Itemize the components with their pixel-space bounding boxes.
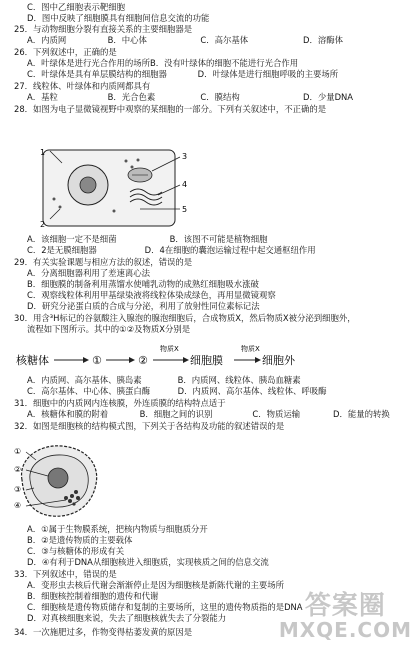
q28-cell-diagram xyxy=(40,147,190,229)
q29-option-b: B．细胞膜的制备利用蒸馏水使哺乳动物的成熟红细胞吸水涨破 xyxy=(27,279,259,289)
q25-option-a: A．内质网 xyxy=(27,35,67,45)
q28-option-c: C．2是无膜细胞器 xyxy=(27,245,97,255)
watermark xyxy=(279,585,412,642)
q31-options xyxy=(27,409,414,419)
q26-option-c: C．叶绿体是具有单层膜结构的细胞器 xyxy=(27,69,167,79)
q26-option-d: D．叶绿体是进行细胞呼吸的主要场所 xyxy=(197,69,339,79)
q28-stem: 28．如图为电子显微镜视野中观察的某细胞的一部分。下列有关叙述中，不正确的是 xyxy=(14,104,327,114)
flow-start: 核糖体 xyxy=(16,354,49,367)
watermark-url: MXQE.COM xyxy=(278,618,412,642)
q27-option-a: A．基粒 xyxy=(27,92,58,102)
q32-stem: 32．如图是细胞核的结构模式图，下列关于各结构及功能的叙述错误的是 xyxy=(14,421,285,431)
q30-option-b: B．内质网、线粒体、胰岛血糖素 xyxy=(177,375,301,385)
q32-option-d: D．④有利于DNA从细胞核进入细胞质，实现核质之间的信息交流 xyxy=(27,557,269,567)
q28-option-b: B．该图不可能是植物细胞 xyxy=(169,234,268,244)
q32-label-2: ② xyxy=(14,465,22,474)
q29-stem: 29．有关实验课题与相应方法的叙述，错误的是 xyxy=(14,257,193,267)
q26-stem: 26．下列叙述中，正确的是 xyxy=(14,47,117,57)
q30-options-ab xyxy=(27,375,414,385)
q28-label-3: 3 xyxy=(182,152,188,161)
q32-label-1: ① xyxy=(14,447,22,456)
q24-option-d: D．图中反映了细胞膜具有细胞间信息交流的功能 xyxy=(27,13,210,23)
q27-options xyxy=(27,92,414,102)
q34-stem: 34．一次施肥过多，作物变得枯萎发黄的原因是 xyxy=(14,627,193,637)
q31-option-c: C．物质运输 xyxy=(252,409,301,419)
q26-options-cd xyxy=(27,69,414,79)
flow-arrow-label-1: 物质X xyxy=(160,345,179,353)
q28-options-cd xyxy=(27,245,414,255)
q30-option-a: A．内质网、高尔基体、胰岛素 xyxy=(27,375,142,385)
q30-options-cd xyxy=(27,386,414,396)
q29-option-c: C．观察线粒体利用甲基绿染液将线粒体染成绿色，再用显微镜观察 xyxy=(27,290,276,300)
q32-nucleus-diagram xyxy=(12,440,104,520)
q33-option-a: A．变形虫去核后代谢会渐渐停止是因为细胞核是新陈代谢的主要场所 xyxy=(27,580,284,590)
q28-options-ab xyxy=(27,234,414,244)
q25-option-d: D．溶酶体 xyxy=(303,35,343,45)
watermark-text: 答案圈 xyxy=(304,591,386,621)
q26-option-a: A．叶绿体是进行光合作用的场所B．没有叶绿体的细胞不能进行光合作用 xyxy=(27,58,299,68)
q32-option-b: B．②是遗传物质的主要载体 xyxy=(27,535,133,545)
q33-option-c: C．细胞核是遗传物质储存和复制的主要场所，这里的遗传物质指的是DNA xyxy=(27,602,303,612)
q32-label-3: ③ xyxy=(14,485,22,494)
q25-stem: 25．与动物细胞分裂有直接关系的主要细胞器是 xyxy=(14,24,193,34)
q24-option-c: C．图中乙细胞表示靶细胞 xyxy=(27,2,125,12)
q31-option-d: D．能量的转换 xyxy=(333,409,390,419)
flow-node-2: ② xyxy=(138,354,148,367)
flow-node-1: ① xyxy=(92,354,102,367)
q27-option-c: C．膜结构 xyxy=(200,92,240,102)
q25-option-b: B．中心体 xyxy=(107,35,147,45)
flow-arrow-label-2: 物质X xyxy=(241,345,260,353)
flow-membrane: 细胞膜 xyxy=(190,354,223,367)
q31-option-a: A．核糖体和膜的附着 xyxy=(27,409,109,419)
q28-option-a: A．该细胞一定不是细菌 xyxy=(27,234,117,244)
q33-option-d: D．对真核细胞来说，失去了细胞核就失去了分裂能力 xyxy=(27,613,227,623)
q32-option-c: C．③与核糖体的形成有关 xyxy=(27,546,125,556)
q27-option-d: D．少量DNA xyxy=(303,92,354,102)
q28-label-1: 1 xyxy=(40,148,46,157)
q29-option-d: D．研究分泌蛋白质的合成与分泌，利用了放射性同位素标记法 xyxy=(27,301,260,311)
q28-option-d: D．4在细胞的囊泡运输过程中起交通枢纽作用 xyxy=(144,245,316,255)
q28-label-4: 4 xyxy=(182,180,188,189)
q27-option-b: B．光合色素 xyxy=(107,92,156,102)
q30-flow-diagram xyxy=(16,342,306,372)
q33-stem: 33．下列叙述中，错误的是 xyxy=(14,569,117,579)
q33-option-b: B．细胞核控制着细胞的遗传和代谢 xyxy=(27,591,159,601)
q25-options xyxy=(27,35,414,45)
q31-stem: 31．细胞中的内质网内连核膜，外连质膜的结构特点适于 xyxy=(14,398,226,408)
q30-stem-2: 流程如下图所示。其中的①②及物质X分别是 xyxy=(27,324,191,334)
q29-option-a: A．分离细胞器利用了差速离心法 xyxy=(27,268,150,278)
q30-stem-1: 30．用含³H标记的谷氨酸注入腺泡的腺泡细胞后，合成物质X，然后物质X被分泌到细胞外， xyxy=(14,313,356,323)
q31-option-b: B．细胞之间的识别 xyxy=(139,409,213,419)
q28-label-5: 5 xyxy=(182,205,188,214)
q32-label-4: ④ xyxy=(14,501,22,510)
q30-option-d: D．内质网、高尔基体、线粒体、呼吸酶 xyxy=(177,386,327,396)
q28-label-2: 2 xyxy=(40,220,46,229)
q27-stem: 27．线粒体、叶绿体和内质网都具有 xyxy=(14,81,151,91)
q30-option-c: C．高尔基体、中心体、胰蛋白酶 xyxy=(27,386,151,396)
q32-option-a: A．①属于生物膜系统，把核内物质与细胞质分开 xyxy=(27,524,208,534)
flow-end: 细胞外 xyxy=(262,354,295,367)
q25-option-c: C．高尔基体 xyxy=(200,35,249,45)
